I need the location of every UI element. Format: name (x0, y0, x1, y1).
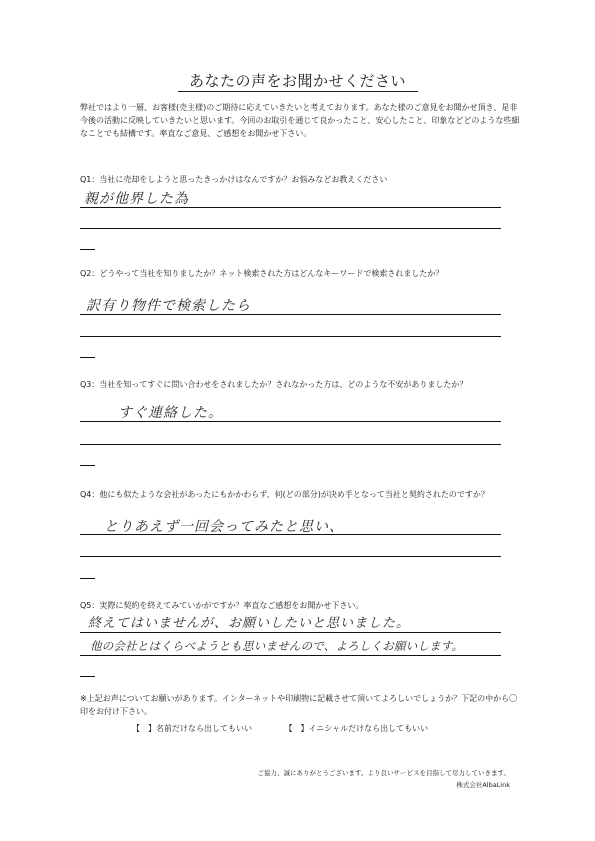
question-2-answer-1: 訳有り物件で検索したら (86, 298, 251, 314)
intro-text: 弊社ではより一層、お客様(売主様)のご期待に応えていきたいと考えております。あなた様のご意見をお聞かせ頂き、是非今後の活動に反映していきたいと思います。今回のお取引を通じて良かったこと、安心したこと、印象などどのような些細なことでも結構です。率直なご意見、ご感想をお聞かせ下さい。 (80, 103, 520, 138)
question-3-answer-1: すぐ連絡した。 (118, 405, 223, 421)
question-1-answer-1: 親が他界した為 (84, 191, 189, 207)
question-4-label: Q4：他にも似たような会社があったにもかかわらず、何(どの部分)が決め手となって当社と契約されたのですか？ (80, 490, 489, 499)
answer-line (80, 314, 501, 315)
option-name-only[interactable]: 【 】名前だけなら出してもいい (132, 724, 252, 733)
answer-line (80, 336, 501, 337)
question-5-answer-1: 終えてはいませんが、お願いしたいと思いました。 (88, 616, 411, 631)
answer-line (80, 632, 501, 633)
question-3-label: Q3：当社を知ってすぐに問い合わせをされましたか？されなかった方は、どのような不安がありましたか？ (80, 380, 468, 389)
answer-dash (80, 465, 95, 466)
footer-company: 株式会社AlbaLink (456, 781, 510, 789)
answer-line (80, 421, 501, 422)
answer-dash (80, 249, 95, 250)
question-4-answer-1: とりあえず一回会ってみたと思い、 (104, 519, 344, 535)
title-underline (178, 91, 418, 92)
consent-options (132, 723, 458, 734)
question-5-label: Q5：実際に契約を終えてみていかがですか？率直なご感想をお聞かせ下さい。 (80, 601, 364, 610)
answer-line (80, 444, 501, 445)
question-2-label: Q2：どうやって当社を知りましたか？ネット検索された方はどんなキーワードで検索されましたか？ (80, 269, 444, 278)
page-title: あなたの声をお聞かせください (188, 72, 406, 90)
option-initials-only[interactable]: 【 】イニシャルだけなら出してもいい (284, 724, 429, 733)
publication-consent-note: ※上記お声についてお願いがあります。インターネットや印刷物に記載させて頂いてよろしいでしょうか？下記の中から〇印をお付け下さい。 (80, 694, 518, 716)
answer-dash (80, 357, 95, 358)
answer-line (80, 534, 501, 535)
answer-line (80, 556, 501, 557)
answer-line (80, 655, 501, 656)
answer-line (80, 207, 501, 208)
answer-line (80, 228, 501, 229)
answer-dash (80, 676, 95, 677)
question-5-answer-2: 他の会社とはくらべようとも思いませんので、よろしくお願いします。 (90, 639, 464, 653)
answer-dash (80, 578, 95, 579)
question-1-label: Q1：当社に売却をしようと思ったきっかけはなんですか？お悩みなどお教えください (80, 175, 388, 184)
footer-thanks: ご協力、誠にありがとうございます。より良いサービスを目指して尽力していきます。 (257, 769, 510, 777)
